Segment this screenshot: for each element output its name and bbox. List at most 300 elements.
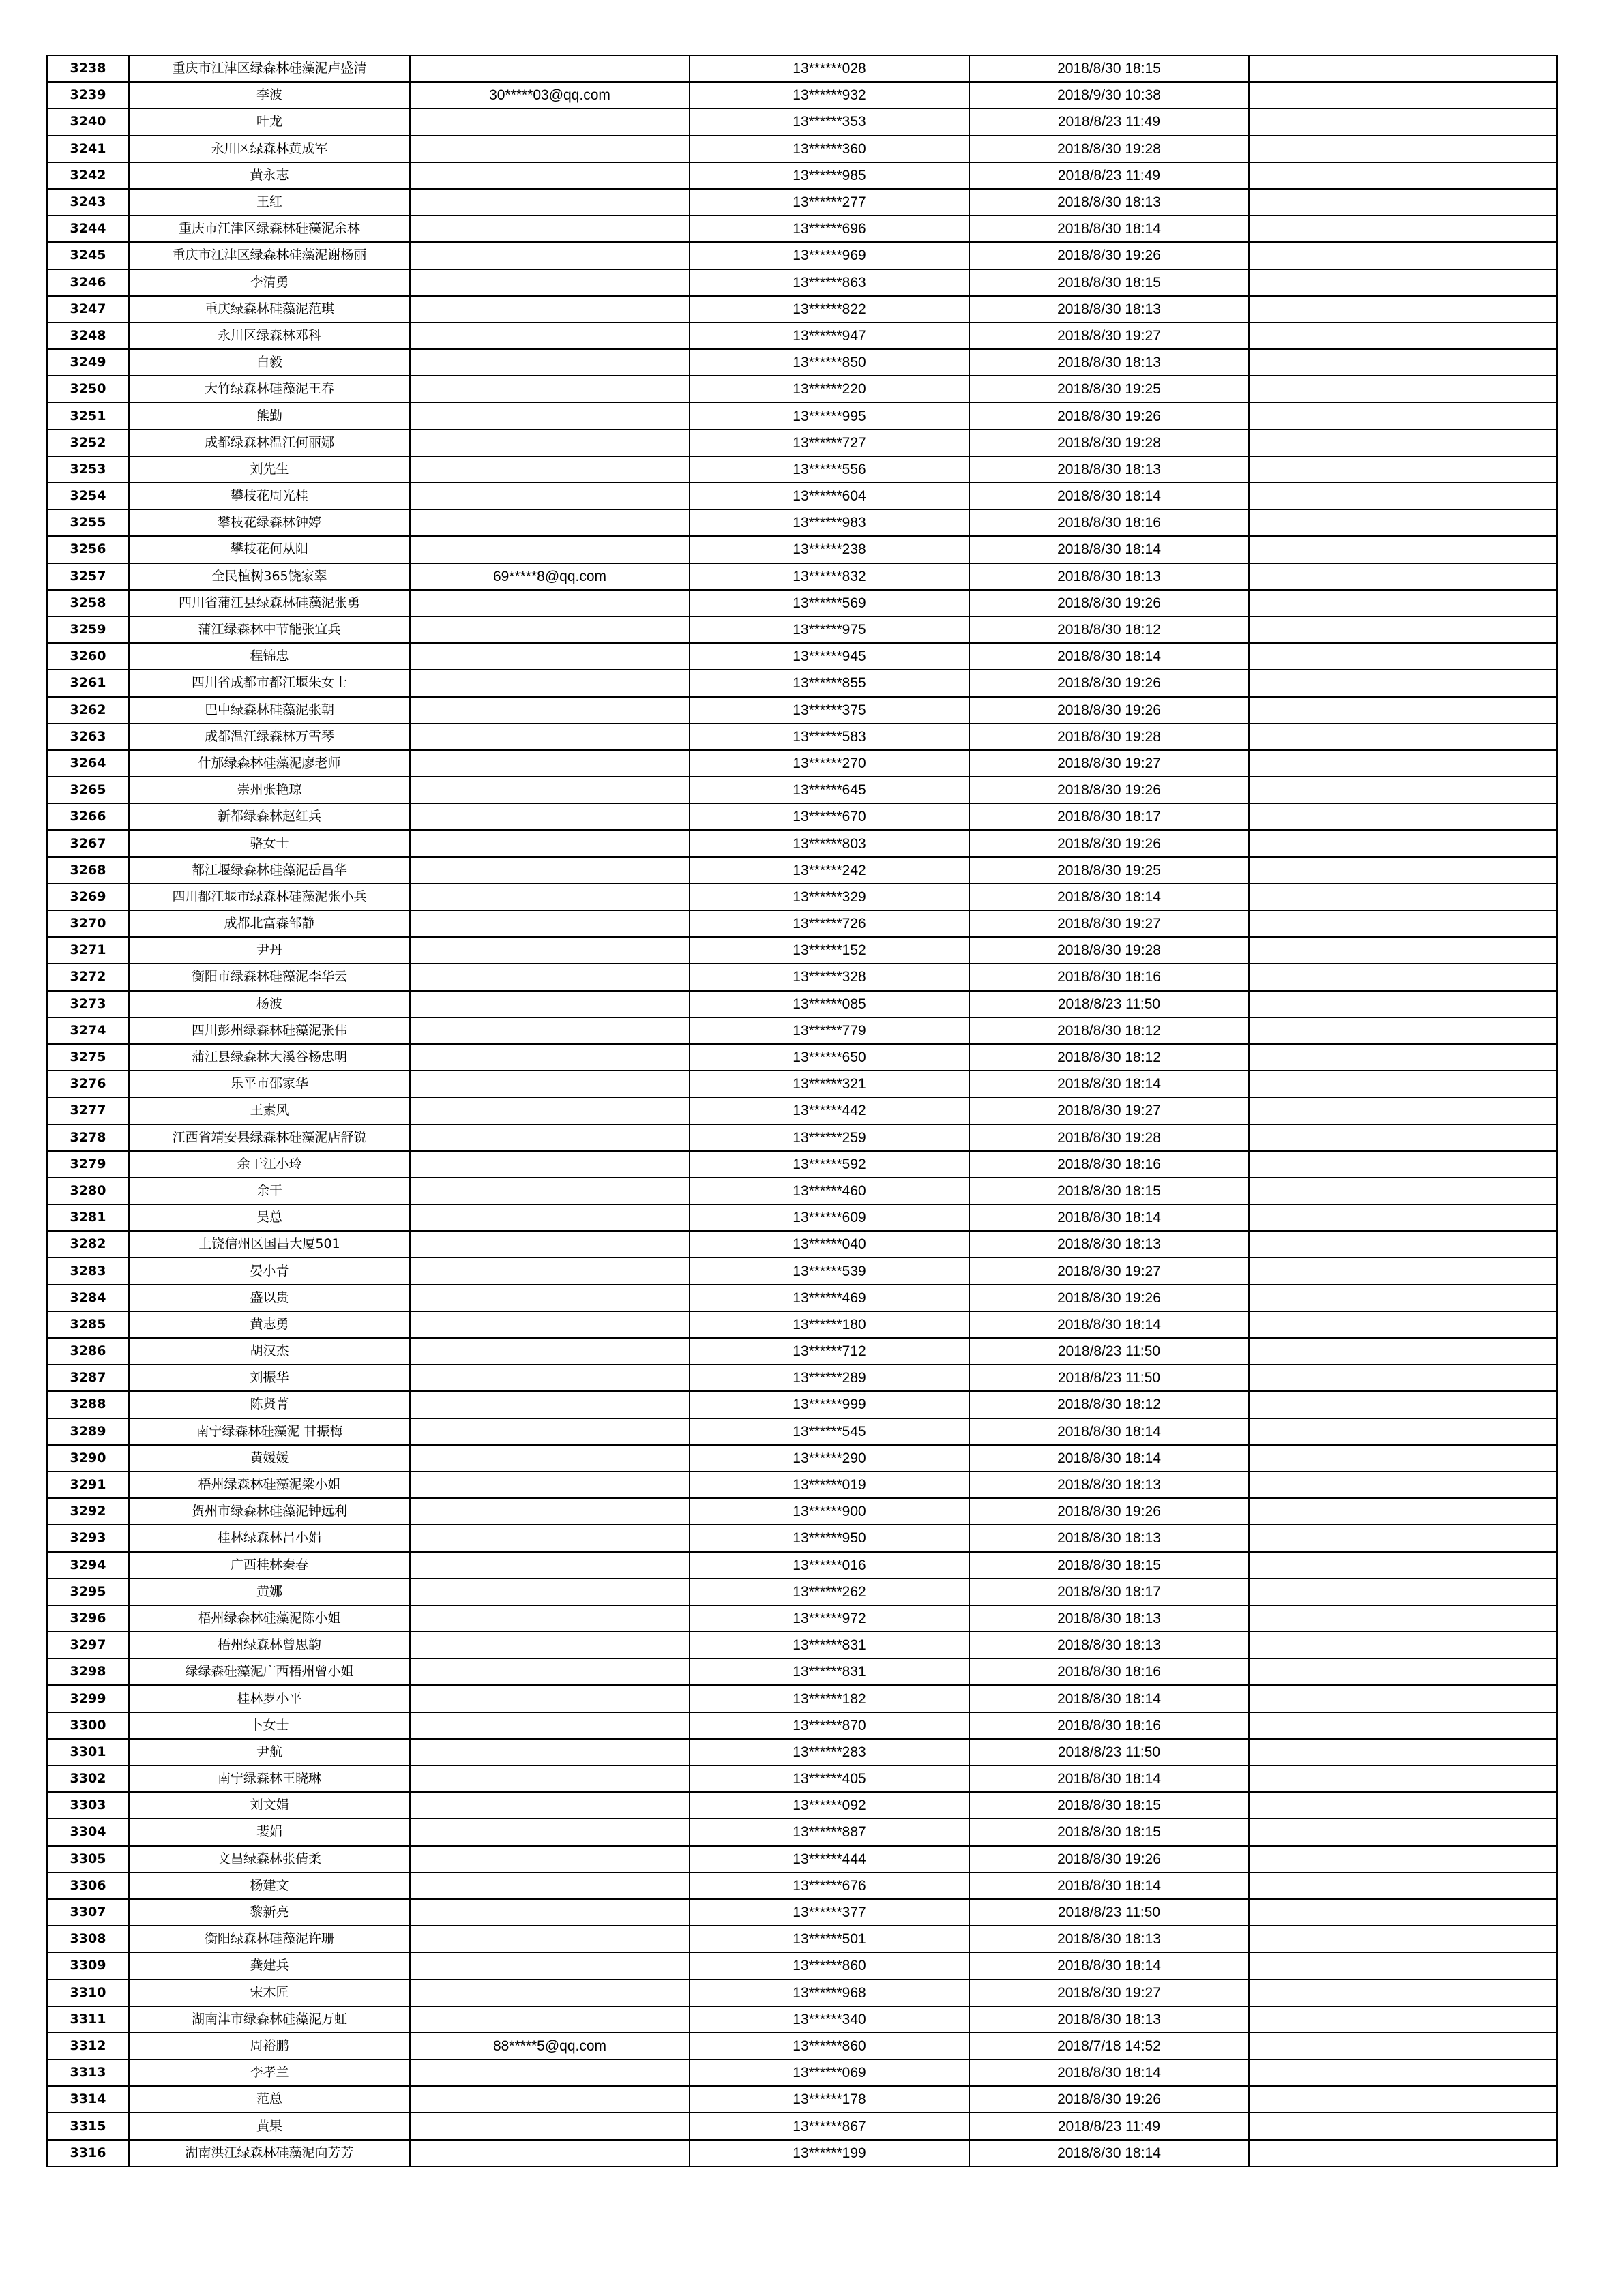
- name-cell: 贺州市绿森林硅藻泥钟远利: [129, 1498, 410, 1525]
- table-row: [47, 964, 1557, 990]
- phone-cell: 13******092: [690, 1792, 969, 1819]
- phone-cell: 13******604: [690, 483, 969, 509]
- email-cell: [410, 857, 690, 884]
- email-cell: [410, 590, 690, 616]
- extra-cell: [1249, 563, 1557, 590]
- name-cell: 重庆绿森林硅藻泥范琪: [129, 296, 410, 323]
- time-cell: 2018/8/30 19:28: [969, 430, 1249, 456]
- time-cell: 2018/8/30 18:13: [969, 1605, 1249, 1632]
- name-cell: 全民植树365饶家翠: [129, 563, 410, 590]
- extra-cell: [1249, 1151, 1557, 1178]
- row-number-cell: 3314: [47, 2086, 129, 2113]
- row-number-cell: 3251: [47, 402, 129, 429]
- row-number-cell: 3243: [47, 189, 129, 215]
- phone-cell: 13******863: [690, 269, 969, 296]
- row-number-cell: 3287: [47, 1365, 129, 1391]
- row-number-cell: 3309: [47, 1952, 129, 1979]
- phone-cell: 13******932: [690, 82, 969, 108]
- extra-cell: [1249, 1285, 1557, 1311]
- table-row: [47, 2059, 1557, 2086]
- row-number-cell: 3264: [47, 750, 129, 777]
- name-cell: 宋木匠: [129, 1980, 410, 2006]
- extra-cell: [1249, 2033, 1557, 2059]
- time-cell: 2018/8/30 18:13: [969, 349, 1249, 376]
- time-cell: 2018/8/30 18:12: [969, 616, 1249, 643]
- phone-cell: 13******726: [690, 910, 969, 937]
- extra-cell: [1249, 1071, 1557, 1097]
- table-row: [47, 777, 1557, 803]
- extra-cell: [1249, 509, 1557, 536]
- phone-cell: 13******353: [690, 108, 969, 135]
- extra-cell: [1249, 1338, 1557, 1365]
- time-cell: 2018/8/30 18:14: [969, 643, 1249, 670]
- name-cell: 梧州绿森林硅藻泥梁小姐: [129, 1472, 410, 1498]
- phone-cell: 13******870: [690, 1712, 969, 1739]
- name-cell: 盛以贵: [129, 1285, 410, 1311]
- extra-cell: [1249, 1765, 1557, 1792]
- table-row: [47, 1658, 1557, 1685]
- extra-cell: [1249, 1552, 1557, 1579]
- time-cell: 2018/8/30 18:14: [969, 2059, 1249, 2086]
- table-row: [47, 1231, 1557, 1257]
- table-row: [47, 1017, 1557, 1044]
- time-cell: 2018/8/30 18:14: [969, 884, 1249, 910]
- phone-cell: 13******283: [690, 1739, 969, 1765]
- email-cell: [410, 108, 690, 135]
- email-cell: [410, 1071, 690, 1097]
- extra-cell: [1249, 777, 1557, 803]
- email-cell: [410, 1765, 690, 1792]
- row-number-cell: 3297: [47, 1632, 129, 1658]
- table-row: [47, 750, 1557, 777]
- extra-cell: [1249, 215, 1557, 242]
- table-row: [47, 1552, 1557, 1579]
- extra-cell: [1249, 643, 1557, 670]
- phone-cell: 13******860: [690, 1952, 969, 1979]
- table-row: [47, 1685, 1557, 1712]
- phone-cell: 13******019: [690, 1472, 969, 1498]
- table-row: [47, 1980, 1557, 2006]
- time-cell: 2018/8/30 18:16: [969, 1151, 1249, 1178]
- row-number-cell: 3315: [47, 2113, 129, 2139]
- email-cell: 69*****8@qq.com: [410, 563, 690, 590]
- phone-cell: 13******999: [690, 1391, 969, 1418]
- table-row: [47, 1124, 1557, 1151]
- extra-cell: [1249, 910, 1557, 937]
- email-cell: [410, 1151, 690, 1178]
- row-number-cell: 3300: [47, 1712, 129, 1739]
- phone-cell: 13******238: [690, 536, 969, 563]
- name-cell: 南宁绿森林王晓琳: [129, 1765, 410, 1792]
- time-cell: 2018/8/23 11:49: [969, 162, 1249, 189]
- email-cell: [410, 1017, 690, 1044]
- table-row: [47, 215, 1557, 242]
- phone-cell: 13******855: [690, 670, 969, 696]
- time-cell: 2018/8/30 18:14: [969, 1445, 1249, 1472]
- row-number-cell: 3248: [47, 323, 129, 349]
- name-cell: 重庆市江津区绿森林硅藻泥余林: [129, 215, 410, 242]
- table-row: [47, 1525, 1557, 1551]
- table-row: [47, 563, 1557, 590]
- phone-cell: 13******321: [690, 1071, 969, 1097]
- extra-cell: [1249, 1632, 1557, 1658]
- phone-cell: 13******983: [690, 509, 969, 536]
- extra-cell: [1249, 189, 1557, 215]
- extra-cell: [1249, 2059, 1557, 2086]
- phone-cell: 13******867: [690, 2113, 969, 2139]
- email-cell: [410, 1498, 690, 1525]
- row-number-cell: 3261: [47, 670, 129, 696]
- name-cell: 广西桂林秦春: [129, 1552, 410, 1579]
- phone-cell: 13******289: [690, 1365, 969, 1391]
- table-row: [47, 884, 1557, 910]
- time-cell: 2018/8/30 18:15: [969, 1552, 1249, 1579]
- row-number-cell: 3239: [47, 82, 129, 108]
- table-row: [47, 1873, 1557, 1899]
- name-cell: 成都北富森邹静: [129, 910, 410, 937]
- row-number-cell: 3267: [47, 830, 129, 856]
- name-cell: 杨波: [129, 991, 410, 1017]
- extra-cell: [1249, 1391, 1557, 1418]
- email-cell: [410, 1525, 690, 1551]
- time-cell: 2018/8/30 18:14: [969, 536, 1249, 563]
- phone-cell: 13******040: [690, 1231, 969, 1257]
- phone-cell: 13******860: [690, 2033, 969, 2059]
- phone-cell: 13******696: [690, 215, 969, 242]
- extra-cell: [1249, 296, 1557, 323]
- time-cell: 2018/8/30 18:13: [969, 1472, 1249, 1498]
- phone-cell: 13******085: [690, 991, 969, 1017]
- name-cell: 都江堰绿森林硅藻泥岳昌华: [129, 857, 410, 884]
- time-cell: 2018/8/30 19:25: [969, 376, 1249, 402]
- phone-cell: 13******995: [690, 402, 969, 429]
- time-cell: 2018/8/30 18:15: [969, 1178, 1249, 1204]
- phone-cell: 13******950: [690, 1525, 969, 1551]
- extra-cell: [1249, 1365, 1557, 1391]
- time-cell: 2018/8/30 19:26: [969, 1285, 1249, 1311]
- table-row: [47, 830, 1557, 856]
- phone-cell: 13******152: [690, 937, 969, 964]
- time-cell: 2018/8/30 19:26: [969, 830, 1249, 856]
- email-cell: [410, 1338, 690, 1365]
- extra-cell: [1249, 884, 1557, 910]
- email-cell: [410, 1391, 690, 1418]
- name-cell: 四川省蒲江县绿森林硅藻泥张勇: [129, 590, 410, 616]
- time-cell: 2018/8/30 18:14: [969, 1071, 1249, 1097]
- row-number-cell: 3292: [47, 1498, 129, 1525]
- table-row: [47, 1311, 1557, 1338]
- row-number-cell: 3240: [47, 108, 129, 135]
- row-number-cell: 3285: [47, 1311, 129, 1338]
- time-cell: 2018/8/30 18:13: [969, 1231, 1249, 1257]
- row-number-cell: 3289: [47, 1418, 129, 1445]
- extra-cell: [1249, 1097, 1557, 1124]
- row-number-cell: 3259: [47, 616, 129, 643]
- time-cell: 2018/9/30 10:38: [969, 82, 1249, 108]
- name-cell: 李清勇: [129, 269, 410, 296]
- name-cell: 攀枝花何从阳: [129, 536, 410, 563]
- time-cell: 2018/8/23 11:50: [969, 1365, 1249, 1391]
- table-row: [47, 536, 1557, 563]
- time-cell: 2018/8/30 18:13: [969, 1632, 1249, 1658]
- row-number-cell: 3301: [47, 1739, 129, 1765]
- time-cell: 2018/8/30 19:28: [969, 1124, 1249, 1151]
- time-cell: 2018/8/30 19:26: [969, 2086, 1249, 2113]
- phone-cell: 13******832: [690, 563, 969, 590]
- extra-cell: [1249, 670, 1557, 696]
- row-number-cell: 3273: [47, 991, 129, 1017]
- table-row: [47, 2033, 1557, 2059]
- email-cell: [410, 777, 690, 803]
- extra-cell: [1249, 1980, 1557, 2006]
- name-cell: 崇州张艳琼: [129, 777, 410, 803]
- time-cell: 2018/8/30 18:13: [969, 563, 1249, 590]
- name-cell: 永川区绿森林黄成军: [129, 136, 410, 162]
- time-cell: 2018/8/23 11:50: [969, 991, 1249, 1017]
- row-number-cell: 3247: [47, 296, 129, 323]
- email-cell: [410, 910, 690, 937]
- phone-cell: 13******803: [690, 830, 969, 856]
- time-cell: 2018/8/30 18:14: [969, 1765, 1249, 1792]
- table-row: [47, 55, 1557, 82]
- email-cell: [410, 1124, 690, 1151]
- email-cell: [410, 1044, 690, 1071]
- name-cell: 南宁绿森林硅藻泥 甘振梅: [129, 1418, 410, 1445]
- table-row: [47, 456, 1557, 483]
- extra-cell: [1249, 136, 1557, 162]
- name-cell: 白毅: [129, 349, 410, 376]
- time-cell: 2018/7/18 14:52: [969, 2033, 1249, 2059]
- email-cell: [410, 1739, 690, 1765]
- email-cell: [410, 1712, 690, 1739]
- row-number-cell: 3299: [47, 1685, 129, 1712]
- time-cell: 2018/8/30 19:26: [969, 402, 1249, 429]
- phone-cell: 13******583: [690, 724, 969, 750]
- table-row: [47, 483, 1557, 509]
- time-cell: 2018/8/30 18:16: [969, 1712, 1249, 1739]
- phone-cell: 13******968: [690, 1980, 969, 2006]
- extra-cell: [1249, 590, 1557, 616]
- phone-cell: 13******727: [690, 430, 969, 456]
- extra-cell: [1249, 1418, 1557, 1445]
- row-number-cell: 3258: [47, 590, 129, 616]
- email-cell: [410, 1632, 690, 1658]
- email-cell: [410, 349, 690, 376]
- row-number-cell: 3316: [47, 2140, 129, 2166]
- phone-cell: 13******545: [690, 1418, 969, 1445]
- table-row: [47, 108, 1557, 135]
- name-cell: 黄志勇: [129, 1311, 410, 1338]
- phone-cell: 13******650: [690, 1044, 969, 1071]
- row-number-cell: 3272: [47, 964, 129, 990]
- email-cell: [410, 884, 690, 910]
- phone-cell: 13******180: [690, 1311, 969, 1338]
- table-row: [47, 376, 1557, 402]
- row-number-cell: 3263: [47, 724, 129, 750]
- email-cell: [410, 2059, 690, 2086]
- name-cell: 刘文娟: [129, 1792, 410, 1819]
- extra-cell: [1249, 616, 1557, 643]
- name-cell: 成都温江绿森林万雪琴: [129, 724, 410, 750]
- extra-cell: [1249, 964, 1557, 990]
- time-cell: 2018/8/23 11:50: [969, 1899, 1249, 1926]
- name-cell: 范总: [129, 2086, 410, 2113]
- table-body: [47, 55, 1557, 2166]
- extra-cell: [1249, 724, 1557, 750]
- table-row: [47, 643, 1557, 670]
- name-cell: 王素风: [129, 1097, 410, 1124]
- email-cell: [410, 1926, 690, 1952]
- table-row: [47, 1204, 1557, 1231]
- email-cell: [410, 1231, 690, 1257]
- email-cell: [410, 991, 690, 1017]
- email-cell: [410, 509, 690, 536]
- time-cell: 2018/8/30 18:16: [969, 964, 1249, 990]
- table-row: [47, 1899, 1557, 1926]
- extra-cell: [1249, 750, 1557, 777]
- table-row: [47, 724, 1557, 750]
- table-row: [47, 1071, 1557, 1097]
- extra-cell: [1249, 430, 1557, 456]
- name-cell: 周裕鹏: [129, 2033, 410, 2059]
- time-cell: 2018/8/30 18:13: [969, 1926, 1249, 1952]
- name-cell: 文昌绿森林张倩柔: [129, 1846, 410, 1873]
- row-number-cell: 3311: [47, 2006, 129, 2033]
- name-cell: 黎新亮: [129, 1899, 410, 1926]
- time-cell: 2018/8/30 18:13: [969, 2006, 1249, 2033]
- email-cell: [410, 643, 690, 670]
- row-number-cell: 3242: [47, 162, 129, 189]
- name-cell: 梧州绿森林曾思韵: [129, 1632, 410, 1658]
- phone-cell: 13******609: [690, 1204, 969, 1231]
- table-row: [47, 1097, 1557, 1124]
- email-cell: [410, 1980, 690, 2006]
- extra-cell: [1249, 82, 1557, 108]
- phone-cell: 13******277: [690, 189, 969, 215]
- email-cell: [410, 1605, 690, 1632]
- name-cell: 余干: [129, 1178, 410, 1204]
- time-cell: 2018/8/23 11:49: [969, 108, 1249, 135]
- email-cell: [410, 724, 690, 750]
- phone-cell: 13******444: [690, 1846, 969, 1873]
- time-cell: 2018/8/30 18:13: [969, 189, 1249, 215]
- name-cell: 骆女士: [129, 830, 410, 856]
- phone-cell: 13******375: [690, 697, 969, 724]
- time-cell: 2018/8/30 18:14: [969, 1685, 1249, 1712]
- table-row: [47, 430, 1557, 456]
- phone-cell: 13******460: [690, 1178, 969, 1204]
- extra-cell: [1249, 1685, 1557, 1712]
- phone-cell: 13******887: [690, 1819, 969, 1845]
- extra-cell: [1249, 1926, 1557, 1952]
- extra-cell: [1249, 1819, 1557, 1845]
- row-number-cell: 3268: [47, 857, 129, 884]
- email-cell: [410, 269, 690, 296]
- extra-cell: [1249, 1017, 1557, 1044]
- name-cell: 湖南洪江绿森林硅藻泥向芳芳: [129, 2140, 410, 2166]
- row-number-cell: 3306: [47, 1873, 129, 1899]
- email-cell: [410, 136, 690, 162]
- name-cell: 黄永志: [129, 162, 410, 189]
- phone-cell: 13******290: [690, 1445, 969, 1472]
- phone-cell: 13******262: [690, 1579, 969, 1605]
- email-cell: [410, 1204, 690, 1231]
- email-cell: [410, 402, 690, 429]
- name-cell: 新都绿森林赵红兵: [129, 803, 410, 830]
- email-cell: [410, 1873, 690, 1899]
- table-row: [47, 323, 1557, 349]
- time-cell: 2018/8/30 18:14: [969, 1311, 1249, 1338]
- phone-cell: 13******676: [690, 1873, 969, 1899]
- time-cell: 2018/8/30 19:27: [969, 910, 1249, 937]
- name-cell: 晏小青: [129, 1257, 410, 1284]
- email-cell: [410, 1846, 690, 1873]
- table-row: [47, 2006, 1557, 2033]
- row-number-cell: 3310: [47, 1980, 129, 2006]
- row-number-cell: 3280: [47, 1178, 129, 1204]
- row-number-cell: 3303: [47, 1792, 129, 1819]
- table-row: [47, 1605, 1557, 1632]
- extra-cell: [1249, 108, 1557, 135]
- email-cell: [410, 483, 690, 509]
- table-row: [47, 2113, 1557, 2139]
- name-cell: 永川区绿森林邓科: [129, 323, 410, 349]
- row-number-cell: 3302: [47, 1765, 129, 1792]
- name-cell: 吴总: [129, 1204, 410, 1231]
- extra-cell: [1249, 536, 1557, 563]
- table-row: [47, 1338, 1557, 1365]
- phone-cell: 13******501: [690, 1926, 969, 1952]
- extra-cell: [1249, 1257, 1557, 1284]
- time-cell: 2018/8/30 18:17: [969, 803, 1249, 830]
- row-number-cell: 3238: [47, 55, 129, 82]
- row-number-cell: 3249: [47, 349, 129, 376]
- time-cell: 2018/8/30 18:14: [969, 2140, 1249, 2166]
- time-cell: 2018/8/30 19:26: [969, 1846, 1249, 1873]
- row-number-cell: 3277: [47, 1097, 129, 1124]
- email-cell: [410, 1658, 690, 1685]
- email-cell: [410, 242, 690, 269]
- email-cell: [410, 616, 690, 643]
- extra-cell: [1249, 483, 1557, 509]
- row-number-cell: 3284: [47, 1285, 129, 1311]
- time-cell: 2018/8/30 19:26: [969, 777, 1249, 803]
- extra-cell: [1249, 1231, 1557, 1257]
- row-number-cell: 3295: [47, 1579, 129, 1605]
- name-cell: 裴娟: [129, 1819, 410, 1845]
- table-row: [47, 1579, 1557, 1605]
- extra-cell: [1249, 323, 1557, 349]
- email-cell: [410, 1792, 690, 1819]
- phone-cell: 13******377: [690, 1899, 969, 1926]
- email-cell: [410, 964, 690, 990]
- email-cell: [410, 1178, 690, 1204]
- phone-cell: 13******556: [690, 456, 969, 483]
- time-cell: 2018/8/30 18:15: [969, 269, 1249, 296]
- phone-cell: 13******028: [690, 55, 969, 82]
- data-table: [46, 55, 1558, 2167]
- extra-cell: [1249, 55, 1557, 82]
- table-row: [47, 1391, 1557, 1418]
- row-number-cell: 3298: [47, 1658, 129, 1685]
- table-row: [47, 1926, 1557, 1952]
- row-number-cell: 3274: [47, 1017, 129, 1044]
- time-cell: 2018/8/30 18:13: [969, 1525, 1249, 1551]
- row-number-cell: 3283: [47, 1257, 129, 1284]
- email-cell: [410, 430, 690, 456]
- row-number-cell: 3281: [47, 1204, 129, 1231]
- row-number-cell: 3290: [47, 1445, 129, 1472]
